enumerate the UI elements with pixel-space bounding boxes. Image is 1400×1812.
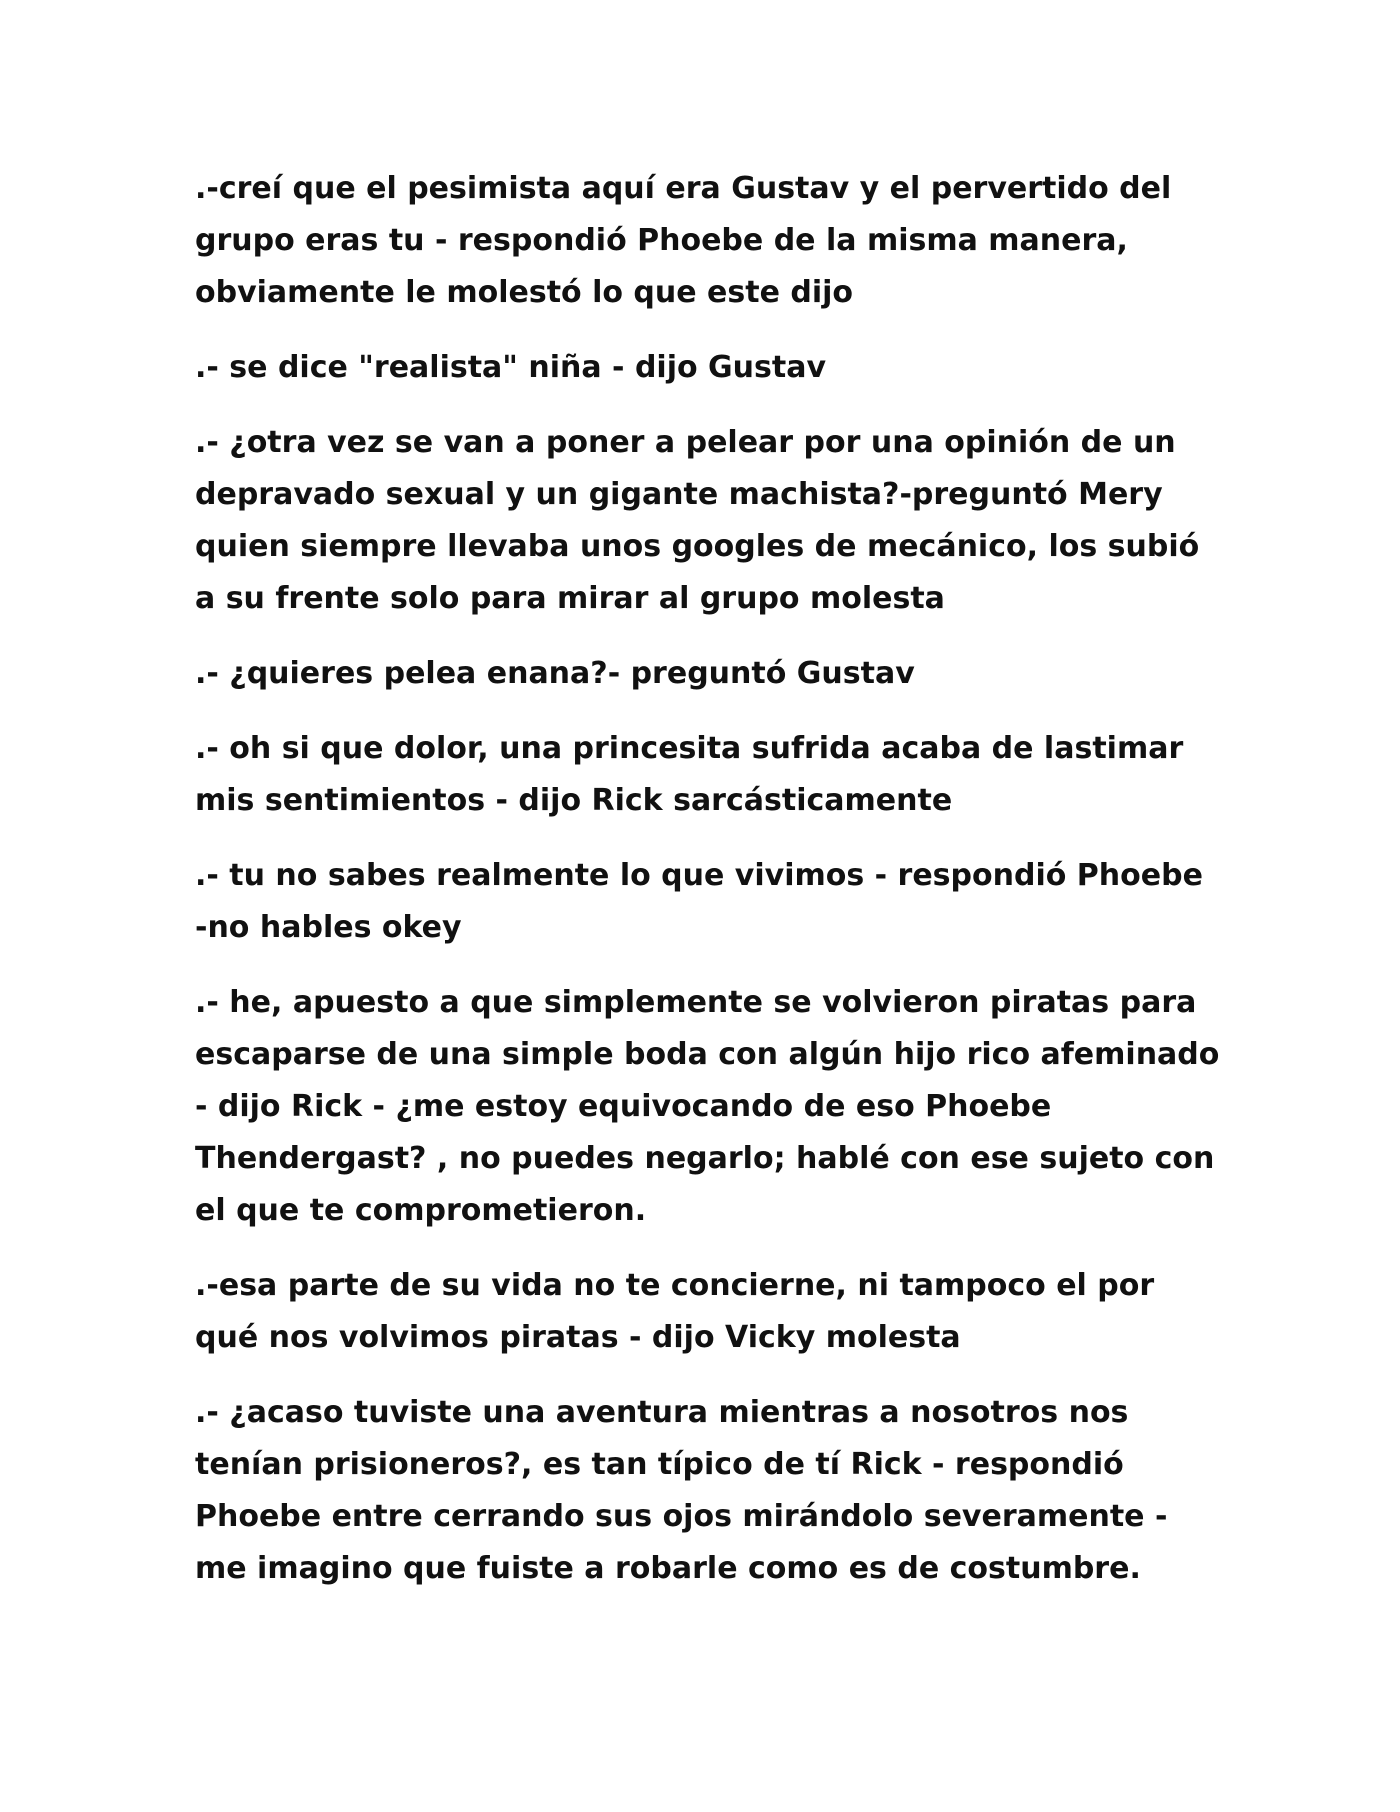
paragraph: .- tu no sabes realmente lo que vivimos - respondió Phoebe -no hables okey	[195, 858, 1203, 945]
paragraph: .- ¿quieres pelea enana?- preguntó Gustav	[195, 656, 915, 691]
paragraph: .- ¿otra vez se van a poner a pelear por una opinión de un depravado sexual y un gigante machista?-preguntó Mery quien siempre llevaba unos googles de mecánico, los subió a su frente solo para mirar al grupo molesta	[195, 425, 1200, 616]
paragraph: .-esa parte de su vida no te concierne, ni tampoco el por qué nos volvimos piratas - dijo Vicky molesta	[195, 1268, 1155, 1355]
paragraph: .- se dice "realista" niña - dijo Gustav	[195, 350, 827, 385]
paragraph: .- he, apuesto a que simplemente se volvieron piratas para escaparse de una simple boda con algún hijo rico afeminado - dijo Rick - ¿me estoy equivocando de eso Phoebe Thendergast? , no puedes negarlo; hablé con ese sujeto con el que te comprometieron.	[195, 985, 1220, 1228]
paragraph: .-creí que el pesimista aquí era Gustav y el pervertido del grupo eras tu - respondió Phoebe de la misma manera, obviamente le molestó lo que este dijo	[195, 171, 1172, 310]
document-body	[195, 163, 1225, 1618]
paragraph: .- oh si que dolor, una princesita sufrida acaba de lastimar mis sentimientos - dijo Rick sarcásticamente	[195, 731, 1184, 818]
paragraph: .- ¿acaso tuviste una aventura mientras a nosotros nos tenían prisioneros?, es tan típico de tí Rick - respondió Phoebe entre cerrando sus ojos mirándolo severamente - me imagino que fuiste a robarle como es de costumbre.	[195, 1395, 1168, 1586]
